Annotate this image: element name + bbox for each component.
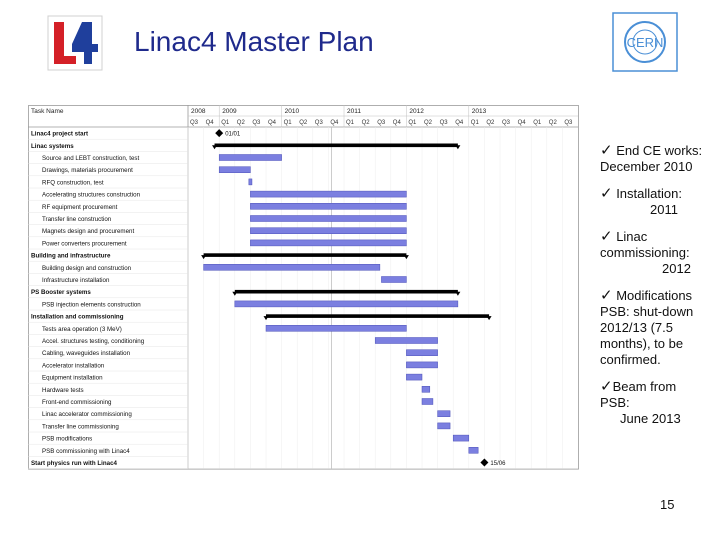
- task-bar: [453, 435, 469, 441]
- quarter-label: Q3: [252, 120, 261, 126]
- task-name: Infrastructure installation: [42, 277, 110, 284]
- page-title: Linac4 Master Plan: [134, 26, 374, 57]
- note-text: 2012: [662, 261, 691, 276]
- note-text: PSB:: [600, 395, 630, 410]
- task-name: Cabling, waveguides installation: [42, 350, 131, 358]
- note-text: confirmed.: [600, 352, 661, 367]
- task-name: Transfer line construction: [42, 216, 112, 223]
- quarter-label: Q2: [548, 120, 557, 126]
- task-name: Linac systems: [31, 142, 74, 150]
- summary-bar: [235, 290, 458, 294]
- note-text: Linac: [612, 229, 648, 244]
- note-text: months), to be: [600, 336, 684, 351]
- quarter-label: Q1: [408, 120, 417, 126]
- year-label: 2010: [284, 108, 300, 115]
- note-text: 2011: [650, 202, 678, 217]
- task-name: Linac accelerator commissioning: [42, 411, 132, 419]
- note-ce-works: [600, 142, 718, 175]
- task-name: Tests area operation (3 MeV): [42, 325, 122, 333]
- task-name: Source and LEBT construction, test: [42, 155, 140, 162]
- cern-logo: [612, 12, 678, 72]
- task-name: Building design and construction: [42, 264, 132, 272]
- task-name: Front-end commissioning: [42, 399, 112, 406]
- task-name: Linac4 project start: [31, 130, 89, 138]
- task-bar: [406, 374, 422, 380]
- task-bar: [250, 191, 406, 197]
- task-bar: [219, 167, 250, 173]
- linac4-logo: [46, 14, 104, 72]
- quarter-label: Q2: [236, 120, 245, 126]
- note-text: Beam from: [612, 379, 677, 394]
- note-linac-commissioning: [600, 228, 718, 277]
- task-name: Power converters procurement: [42, 240, 127, 248]
- quarter-label: Q3: [190, 120, 199, 126]
- task-bar: [469, 447, 478, 453]
- task-name: RFQ construction, test: [42, 179, 104, 187]
- quarter-label: Q1: [346, 120, 355, 126]
- task-name: PS Booster systems: [31, 289, 91, 297]
- task-name: Accelerator installation: [42, 362, 105, 370]
- year-label: 2012: [409, 108, 424, 115]
- task-name: Hardware tests: [42, 386, 84, 394]
- quarter-label: Q1: [221, 120, 230, 126]
- gantt-svg: [28, 105, 588, 473]
- task-name-header: Task Name: [31, 108, 64, 115]
- summary-bar: [204, 253, 407, 257]
- note-text: PSB: shut-down: [600, 304, 694, 319]
- note-text: Installation:: [612, 186, 682, 201]
- quarter-label: Q4: [517, 120, 526, 126]
- year-label: 2011: [347, 108, 361, 115]
- task-name: Accel. structures testing, conditioning: [42, 338, 145, 345]
- check-icon: ✓: [600, 377, 613, 395]
- check-icon: ✓: [600, 184, 613, 202]
- note-text: 2012/13 (7.5: [600, 320, 674, 335]
- quarter-label: Q3: [502, 120, 511, 126]
- note-text: Modifications: [612, 288, 693, 303]
- task-name: Drawings, materials procurement: [42, 167, 133, 175]
- quarter-label: Q4: [268, 120, 277, 126]
- note-text: commissioning:: [600, 245, 690, 260]
- quarter-label: Q2: [299, 120, 308, 126]
- quarter-label: Q4: [330, 120, 339, 126]
- year-label: 2009: [222, 108, 237, 115]
- year-label: 2008: [191, 108, 206, 115]
- task-bar: [266, 325, 406, 331]
- task-name: PSB injection elements construction: [42, 301, 141, 309]
- task-bar: [250, 203, 406, 209]
- notes-panel: [600, 142, 718, 437]
- milestone-label: 15/06: [490, 461, 506, 467]
- check-icon: ✓: [600, 227, 613, 245]
- task-name: Magnets design and procurement: [42, 228, 135, 236]
- cern-logo-text: CERN: [626, 35, 664, 50]
- gantt-chart: [28, 105, 588, 473]
- task-bar: [235, 301, 458, 307]
- task-name: Building and infrastructure: [31, 252, 111, 260]
- task-name: RF equipment procurement: [42, 203, 118, 211]
- quarter-label: Q2: [486, 120, 495, 126]
- task-bar: [406, 350, 437, 356]
- task-name: PSB commissioning with Linac4: [42, 447, 130, 455]
- quarter-label: Q1: [533, 120, 542, 126]
- quarter-label: Q2: [424, 120, 433, 126]
- quarter-label: Q3: [564, 120, 573, 126]
- task-bar: [406, 362, 437, 368]
- milestone-label: 01/01: [225, 131, 241, 138]
- task-bar: [422, 386, 430, 392]
- quarter-label: Q4: [455, 120, 464, 126]
- task-name: Transfer line commissioning: [42, 423, 119, 431]
- note-psb-modifications: [600, 287, 718, 368]
- quarter-label: Q3: [377, 120, 386, 126]
- task-name: Accelerating structures construction: [42, 191, 141, 199]
- task-bar: [219, 155, 281, 161]
- task-bar: [438, 423, 450, 429]
- task-bar: [204, 264, 380, 270]
- task-name: PSB modifications: [42, 435, 93, 443]
- task-bar: [250, 240, 406, 246]
- task-bar: [438, 411, 450, 417]
- note-text: June 2013: [620, 411, 681, 426]
- summary-bar: [215, 144, 458, 148]
- check-icon: ✓: [600, 141, 613, 159]
- task-bar: [250, 228, 406, 234]
- quarter-label: Q4: [392, 120, 401, 126]
- note-text: End CE works:: [612, 143, 703, 158]
- task-name: Equipment installation: [42, 374, 103, 382]
- quarter-label: Q3: [439, 120, 448, 126]
- quarter-label: Q2: [361, 120, 370, 126]
- page-number: 15: [660, 497, 675, 512]
- check-icon: ✓: [600, 286, 613, 304]
- quarter-label: Q3: [314, 120, 323, 126]
- quarter-label: Q1: [470, 120, 479, 126]
- task-name: Start physics run with Linac4: [31, 460, 117, 467]
- summary-bar: [266, 314, 489, 318]
- note-beam-from-psb: [600, 378, 718, 427]
- quarter-label: Q4: [205, 120, 214, 126]
- note-installation: [600, 185, 718, 218]
- note-text: December 2010: [600, 159, 693, 174]
- task-bar: [375, 338, 437, 344]
- task-bar: [381, 277, 406, 283]
- quarter-label: Q1: [283, 120, 292, 126]
- task-bar: [250, 216, 406, 222]
- task-bar: [249, 179, 252, 185]
- task-name: Installation and commissioning: [31, 313, 124, 321]
- year-label: 2013: [471, 108, 487, 115]
- task-bar: [422, 399, 433, 405]
